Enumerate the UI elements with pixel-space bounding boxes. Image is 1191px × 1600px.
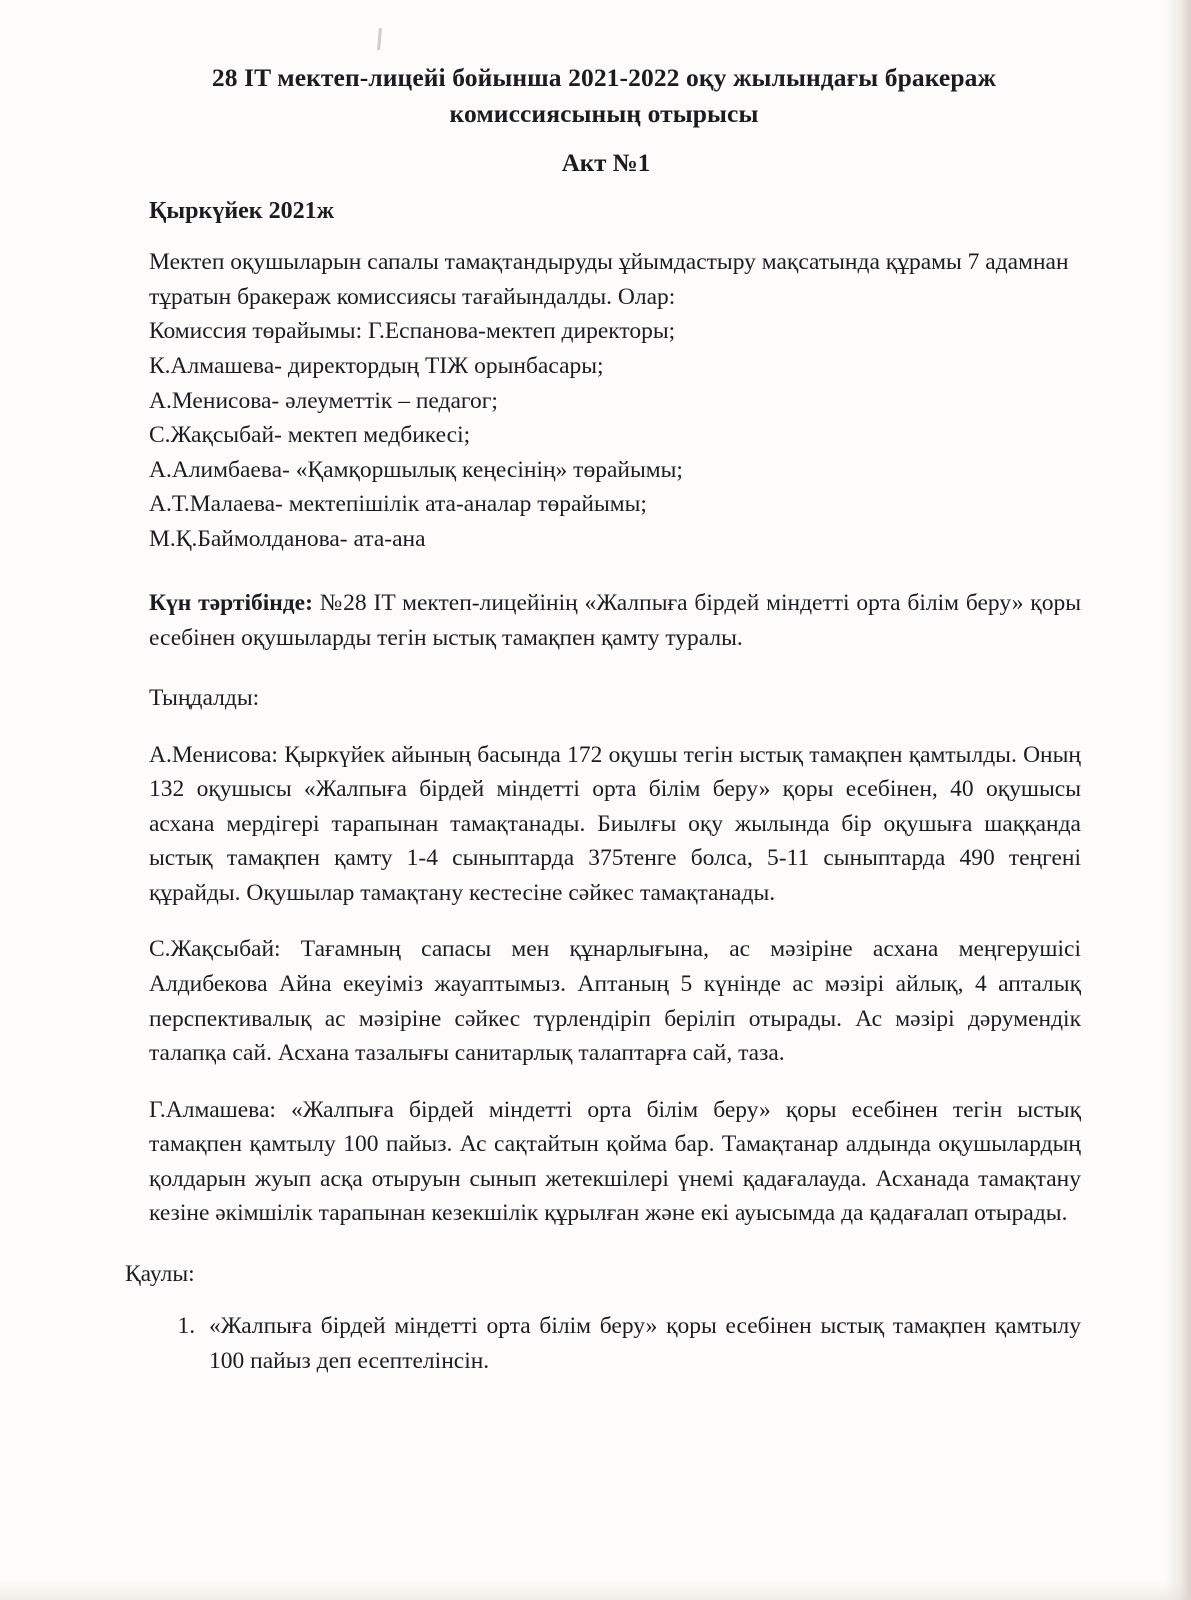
page-bottom-shadow xyxy=(0,1582,1191,1600)
speech-paragraph-3: Г.Алмашева: «Жалпыға бірдей міндетті орта білім беру» қоры есебінен тегін ыстық тамақпен қамтылу 100 пайыз. Ас сақтайтын қойма бар. Тамақтанар алдында оқушылардың қолдарын жуып асқа отыруын сынып жетекшілері үнемі қадағалауда. Асханада тамақтану кезіне әкімшілік тарапынан кезекшілік құрылған және екі ауысымда да қадағалап отырады. xyxy=(149,1096,1081,1227)
list-item: К.Алмашева- директордың ТІЖ орынбасары; xyxy=(149,353,604,379)
agenda-paragraph xyxy=(149,586,1081,655)
list-item: А.Алимбаева- «Қамқоршылық кеңесінің» төрайымы; xyxy=(149,456,683,483)
list-item: 1. «Жалпыға бірдей міндетті орта білім беру» қоры есебінен ыстық тамақпен қамтылу 100 пайыз деп есептелінсін. xyxy=(201,1309,1081,1378)
page-edge-shadow xyxy=(1165,0,1191,1600)
list-item: С.Жақсыбай- мектеп медбикесі; xyxy=(149,422,471,449)
agenda-text: №28 IT мектеп-лицейінің «Жалпыға бірдей міндетті орта білім беру» қоры есебінен оқушыларды тегін ыстық тамақпен қамту туралы. xyxy=(149,590,1081,651)
commission-members-list xyxy=(149,314,1081,556)
list-item: А.Т.Малаева- мектепішілік ата-аналар төрайымы; xyxy=(149,491,647,518)
heard-label: Тыңдалды: xyxy=(149,685,260,712)
intro-text: Мектеп оқушыларын сапалы тамақтандыруды ұйымдастыру мақсатында құрамы 7 адамнан тұратын бракераж комиссиясы тағайындалды. Олар: xyxy=(149,249,1069,310)
speech-paragraph-2: С.Жақсыбай: Тағамның сапасы мен құнарлығына, ас мәзіріне асхана меңгерушісі Алдибекова Айна екеуіміз жауаптымыз. Аптаның 5 күнінде ас мәзірі айлық, 4 апталық перспективалық ас мәзіріне сәйкес түрлендіріп беріліп отырады. Ас мәзірі дәрумендік талапқа сай. Асхана тазалығы санитарлық талаптарға сай, таза. xyxy=(149,936,1081,1067)
document-date: Қыркүйек 2021ж xyxy=(149,198,335,225)
list-item: А.Менисова- әлеуметтік – педагог; xyxy=(149,387,498,414)
resolution-list xyxy=(125,1309,1087,1378)
scan-artifact xyxy=(377,28,382,50)
speech-paragraph-1: А.Менисова: Қыркүйек айының басында 172 оқушы тегін ыстық тамақпен қамтылды. Оның 132 оқушысы «Жалпыға бірдей міндетті орта білім беру» қоры есебінен, 40 оқушысы асхана мердігері тарапынан тамақтанады. Биылғы оқу жылында бір оқушыға шаққанда ыстық тамақпен қамту 1-4 сыныптарда 375тенге болса, 5-11 сыныптарда 490 теңгені құрайды. Оқушылар тамақтану кестесіне сәйкес тамақтанады. xyxy=(149,741,1081,906)
document-title xyxy=(131,60,1077,132)
list-item: Комиссия төрайымы: Г.Еспанова-мектеп директоры; xyxy=(149,318,676,345)
act-number: Акт №1 xyxy=(561,150,651,178)
list-item: М.Қ.Баймолданова- ата-ана xyxy=(149,525,426,552)
intro-paragraph xyxy=(149,245,1081,314)
document-title-line-2: комиссиясының отырысы xyxy=(449,99,759,129)
resolution-label: Қаулы: xyxy=(125,1260,195,1287)
agenda-label: Күн тәртібінде: xyxy=(149,590,313,617)
document-title-line-1: 28 IT мектеп-лицейі бойынша 2021-2022 оқу жылындағы бракераж xyxy=(211,63,997,92)
